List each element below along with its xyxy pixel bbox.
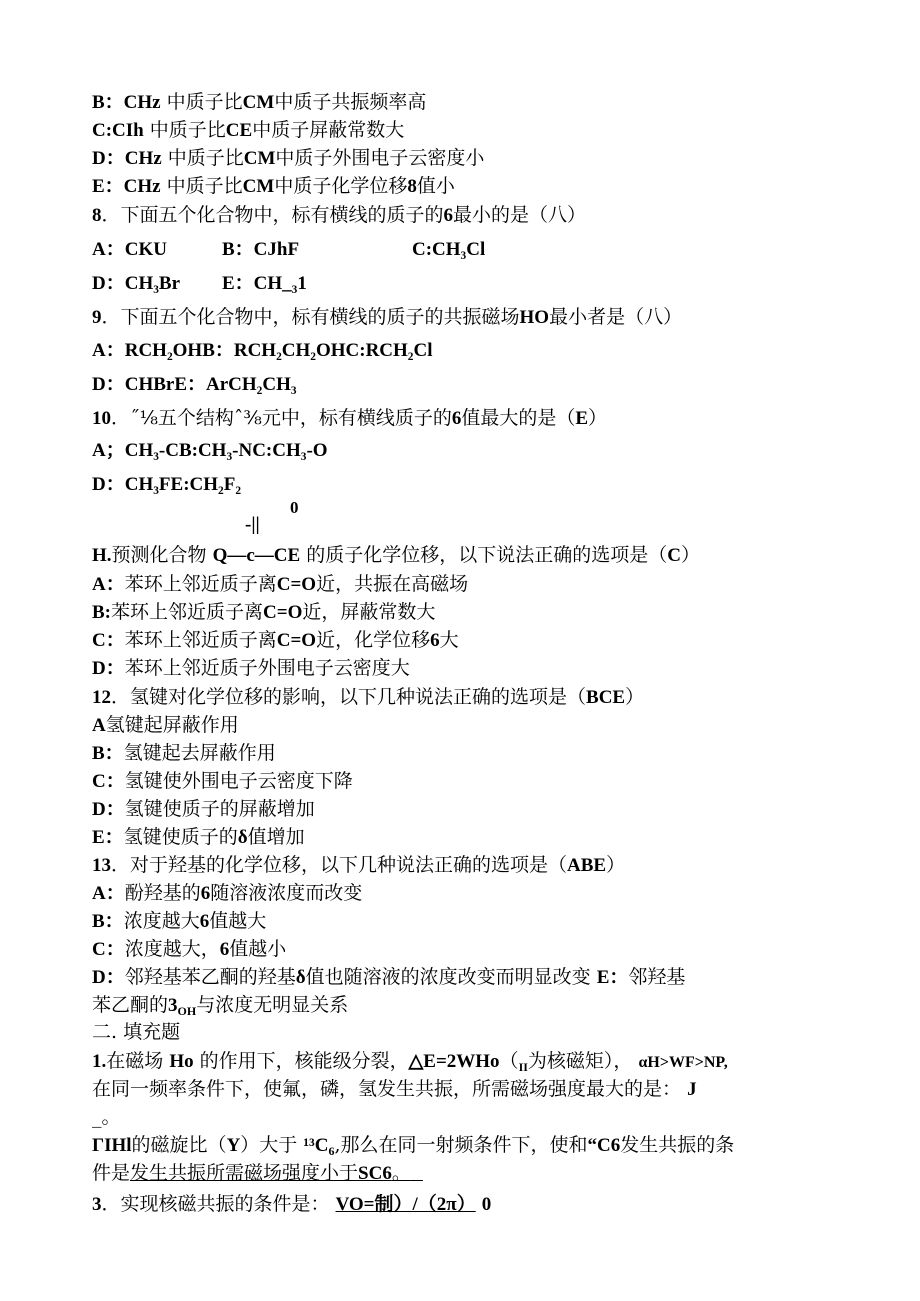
q13-option-b: B：浓度越大6值越大: [92, 910, 267, 932]
q10-options-row2: D：CH₃FE:CH₂F₂: [92, 474, 242, 495]
q11-stem: H.预测化合物 Q—c—CE 的质子化学位移，以下说法正确的选项是（C）: [92, 544, 701, 566]
q12-option-d: D：氢键使质子的屏蔽增加: [92, 798, 315, 820]
f1-line2: 在同一频率条件下，使氟，磷，氢发生共振，所需磁场强度最大的是： J: [92, 1078, 697, 1100]
q13-option-d-continued: 苯乙酮的$3_{OH}$与浓度无明显关系: [92, 994, 349, 1018]
q13-stem: 13．对于羟基的化学位移，以下几种说法正确的选项是（ABE）: [92, 854, 626, 876]
q7-option-c: C:CIh 中质子比CE中质子屏蔽常数大: [92, 119, 405, 141]
section-title: 二. 填充题: [92, 1021, 181, 1043]
f2-line1: ΓIHl的磁旋比（Y）大于 $^{13}C_6$,那么在同一射频条件下，使和“C6发生共振的条: [92, 1134, 735, 1158]
q9-options-row2: D：CHBrE：ArCH₂CH₃: [92, 374, 297, 395]
q12-option-e: E：氢键使质子的δ值增加: [92, 826, 305, 848]
q8-options-row2: [92, 272, 307, 296]
q11-carbonyl-o: 0: [290, 498, 299, 517]
q13-option-c: C：浓度越大，6值越小: [92, 938, 287, 960]
q11-double-bond-mark: -||: [245, 514, 260, 535]
q9-options-row1: A：RCH₂OHB：RCH₂CH₂OHC:RCH₂Cl: [92, 340, 433, 361]
q7-option-d: D：CHz 中质子比CM中质子外围电子云密度小: [92, 147, 485, 169]
f2-answer: 发生共振所需磁场强度小于SC6。: [130, 1162, 411, 1184]
q8-option-a: A：CKU: [92, 239, 167, 260]
f2-line2: 件是发生共振所需磁场强度小于SC6。: [92, 1161, 423, 1186]
f1-line1: 1.在磁场 Ho 的作用下，核能级分裂，$\triangle E=2WHo(_{II}$为核磁矩）， αH>WF>NP,: [92, 1050, 728, 1074]
q7-option-e: E：CHz 中质子比CM中质子化学位移8值小: [92, 175, 455, 197]
f3-line: 3．实现核磁共振的条件是： VO=制）/（2π） 0: [92, 1193, 492, 1215]
q11-option-a: A：苯环上邻近质子离C=O近，共振在高磁场: [92, 573, 469, 595]
q12-option-b: B：氢键起去屏蔽作用: [92, 742, 276, 764]
q10-stem: 10．˝⅛五个结构ˆ⅜元中，标有横线质子的6值最大的是（E）: [92, 407, 608, 429]
q8-options-row1: [92, 238, 485, 262]
q8-option-e: E：CH_₃1: [222, 273, 307, 294]
q7-option-b: B：CHz 中质子比CM中质子共振频率高: [92, 91, 427, 113]
q11-option-c: C：苯环上邻近质子离C=O近，化学位移6大: [92, 629, 459, 651]
q13-option-a: A：酚羟基的6随溶液浓度而改变: [92, 882, 363, 904]
q11-option-b: B:苯环上邻近质子离C=O近，屏蔽常数大: [92, 601, 436, 623]
q8-option-c: C:CH₃Cl: [412, 239, 486, 260]
q10-options-row1: A；CH₃-CB:CH₃-NC:CH₃-O: [92, 440, 328, 461]
q8-option-b: B：CJhF: [222, 239, 300, 260]
q13-option-d: D：邻羟基苯乙酮的羟基δ值也随溶液的浓度改变而明显改变 E：邻羟基: [92, 966, 686, 988]
q9-stem: 9．下面五个化合物中，标有横线的质子的共振磁场HO最小者是（八）: [92, 306, 683, 328]
q8-option-d: D：CH₃Br: [92, 273, 181, 294]
q8-stem: 8．下面五个化合物中，标有横线的质子的6最小的是（八）: [92, 204, 587, 226]
q12-option-a: A氢键起屏蔽作用: [92, 714, 239, 736]
q12-stem: 12．氢键对化学位移的影响，以下几种说法正确的选项是（BCE）: [92, 686, 645, 708]
q11-option-d: D：苯环上邻近质子外围电子云密度大: [92, 657, 410, 679]
q12-option-c: C：氢键使外围电子云密度下降: [92, 770, 353, 792]
f1-line3: _。: [92, 1106, 121, 1128]
f3-answer: VO=制）/（2π）: [335, 1194, 476, 1215]
